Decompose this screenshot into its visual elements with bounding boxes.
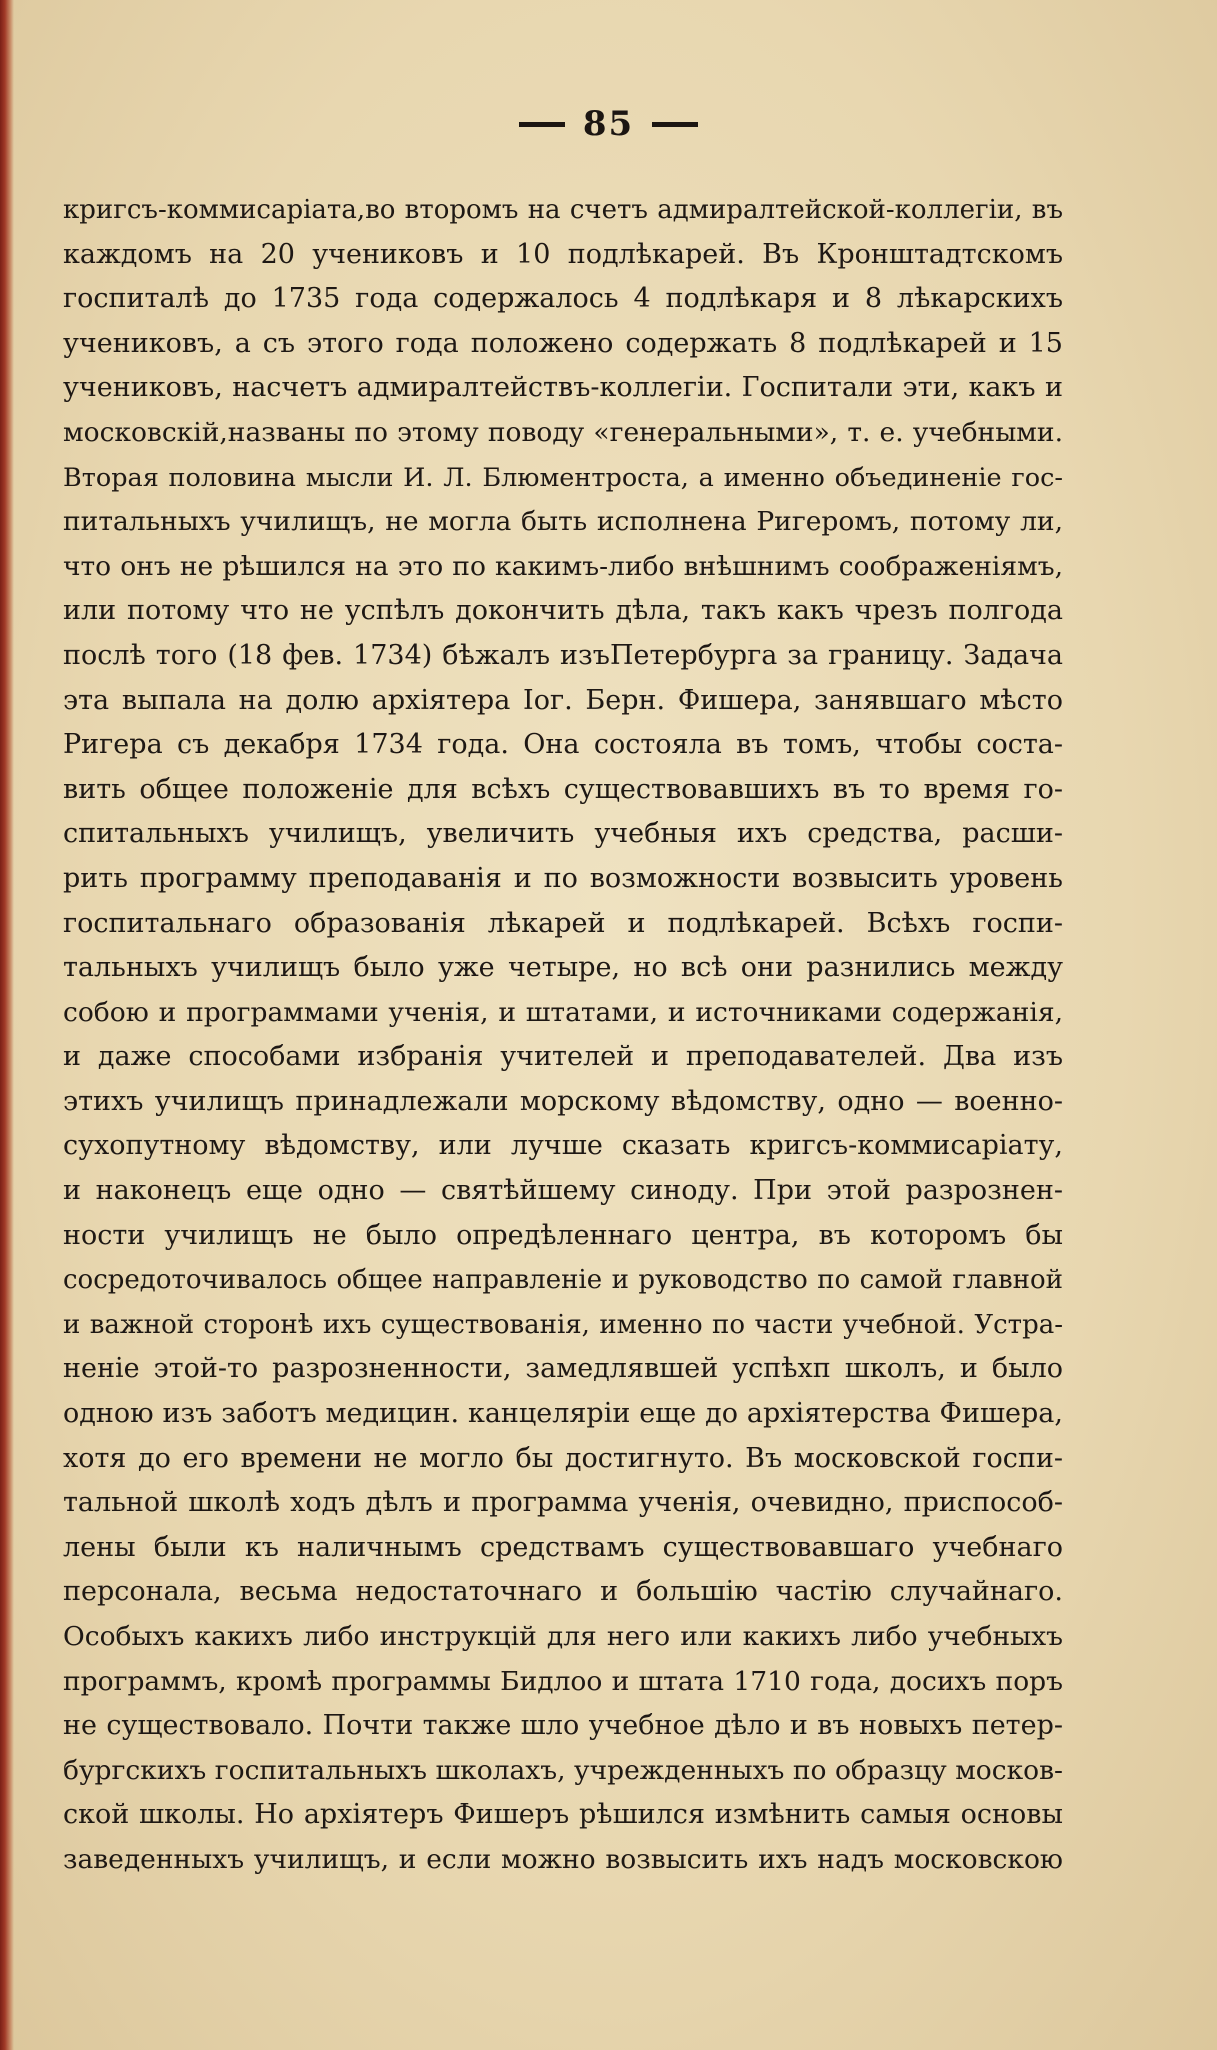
text-line: что онъ не рѣшился на это по какимъ-либо внѣшнимъ соображеніямъ, bbox=[63, 550, 1063, 582]
text-line: тальной школѣ ходъ дѣлъ и программа ученія, очевидно, приспособ- bbox=[63, 1487, 1063, 1519]
text-line: кригсъ-коммисаріата,во второмъ на счетъ адмиралтейской-коллегіи, въ bbox=[63, 195, 1063, 225]
text-line: этихъ училищъ принадлежали морскому вѣдомству, одно — военно- bbox=[63, 1085, 1063, 1117]
text-line: ности училищъ не было опредѣленнаго центра, въ которомъ бы bbox=[63, 1219, 1063, 1251]
text-line: спитальныхъ училищъ, увеличить учебныя ихъ средства, расши- bbox=[63, 818, 1063, 850]
text-line: питальныхъ училищъ, не могла быть исполнена Ригеромъ, потому ли, bbox=[63, 506, 1063, 538]
page-binding-edge bbox=[0, 0, 14, 2050]
text-line: или потому что не успѣлъ докончить дѣла, такъ какъ чрезъ полгода bbox=[63, 595, 1063, 627]
text-line: послѣ того (18 фев. 1734) бѣжалъ изъПетербурга за границу. Задача bbox=[63, 639, 1063, 671]
text-line: эта выпала на долю архіятера Іог. Берн. Фишера, занявшаго мѣсто bbox=[63, 684, 1063, 716]
text-line: не существовало. Почти также шло учебное дѣло и въ новыхъ петер- bbox=[63, 1710, 1063, 1742]
text-line: тальныхъ училищъ было уже четыре, но всѣ они разнились между bbox=[63, 952, 1063, 984]
header-dash-right bbox=[652, 122, 698, 127]
text-line: каждомъ на 20 учениковъ и 10 подлѣкарей. Въ Кронштадтскомъ bbox=[63, 238, 1063, 270]
text-line: госпитальнаго образованія лѣкарей и подлѣкарей. Всѣхъ госпи- bbox=[63, 907, 1063, 939]
text-line: ской школы. Но архіятеръ Фишеръ рѣшился измѣнить самыя основы bbox=[63, 1799, 1063, 1831]
text-line: сухопутному вѣдомству, или лучше сказать кригсъ-коммисаріату, bbox=[63, 1130, 1063, 1162]
text-line: рить программу преподаванія и по возможности возвысить уровень bbox=[63, 862, 1063, 894]
text-line: Вторая половина мысли И. Л. Блюментроста, а именно объединеніе гос- bbox=[63, 462, 1063, 493]
text-line: заведенныхъ училищъ, и если можно возвысить ихъ надъ московскою bbox=[63, 1843, 1063, 1875]
text-line: персонала, весьма недостаточнаго и большію частію случайнаго. bbox=[63, 1576, 1063, 1608]
text-line: одною изъ заботъ медицин. канцеляріи еще до архіятерства Фишера, bbox=[63, 1398, 1063, 1430]
text-line: Ригера съ декабря 1734 года. Она состояла въ томъ, чтобы соста- bbox=[63, 729, 1063, 761]
text-line: бургскихъ госпитальныхъ школахъ, учрежденныхъ по образцу москов- bbox=[63, 1754, 1063, 1786]
text-line: собою и программами ученія, и штатами, и источниками содержанія, bbox=[63, 996, 1063, 1028]
text-line: учениковъ, а съ этого года положено содержать 8 подлѣкарей и 15 bbox=[63, 327, 1063, 359]
text-line: неніе этой-то разрозненности, замедлявшей успѣхп школъ, и было bbox=[63, 1353, 1063, 1385]
body-text bbox=[63, 188, 1063, 1883]
text-line: и даже способами избранія учителей и преподавателей. Два изъ bbox=[63, 1041, 1063, 1073]
text-line: учениковъ, насчетъ адмиралтействъ-коллегіи. Госпитали эти, какъ и bbox=[63, 372, 1063, 404]
text-line: хотя до его времени не могло бы достигнуто. Въ московской госпи- bbox=[63, 1442, 1063, 1474]
text-line: сосредоточивалось общее направленіе и руководство по самой главной bbox=[63, 1265, 1063, 1296]
page-number: 85 bbox=[582, 104, 635, 144]
text-line: программъ, кромѣ программы Бидлоо и штата 1710 года, досихъ поръ bbox=[63, 1665, 1063, 1697]
text-line: вить общее положеніе для всѣхъ существовавшихъ въ то время го- bbox=[63, 773, 1063, 805]
page-header bbox=[0, 104, 1217, 144]
text-line: лены были къ наличнымъ средствамъ существовавшаго учебнаго bbox=[63, 1531, 1063, 1563]
text-line: Особыхъ какихъ либо инструкцій для него или какихъ либо учебныхъ bbox=[63, 1621, 1063, 1652]
text-line: госпиталѣ до 1735 года содержалось 4 подлѣкаря и 8 лѣкарскихъ bbox=[63, 283, 1063, 315]
text-line: и важной сторонѣ ихъ существованія, именно по части учебной. Устра- bbox=[63, 1309, 1063, 1340]
text-line: и наконецъ еще одно — святѣйшему синоду. При этой разрознен- bbox=[63, 1175, 1063, 1207]
header-dash-left bbox=[519, 122, 565, 127]
text-line: московскій,названы по этому поводу «генеральными», т. е. учебными. bbox=[63, 416, 1063, 448]
